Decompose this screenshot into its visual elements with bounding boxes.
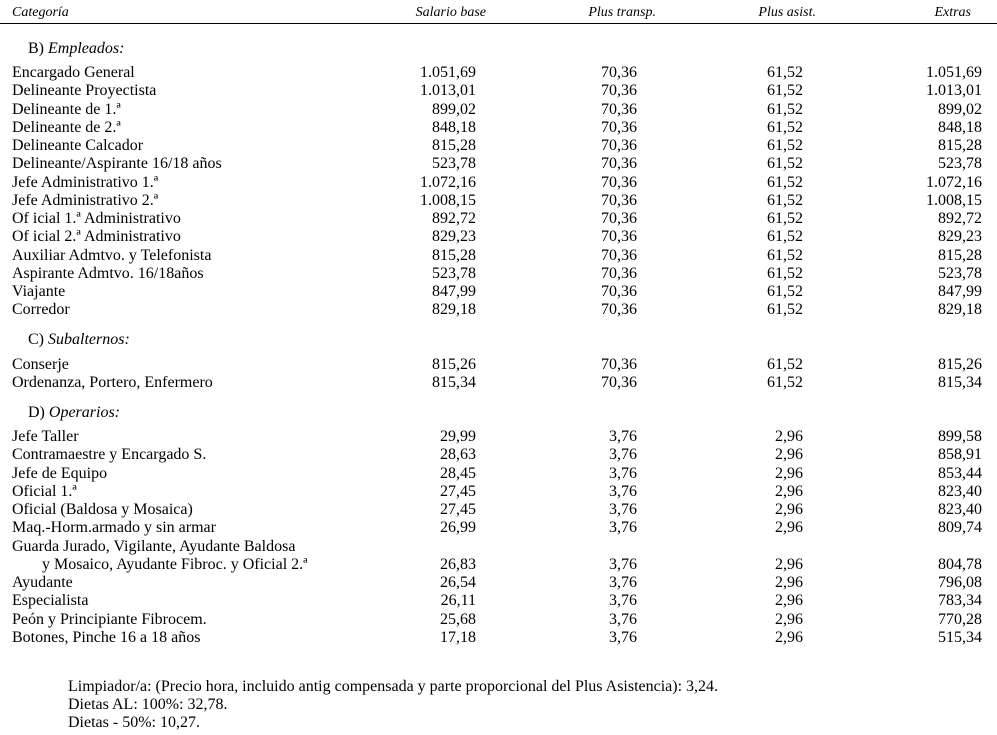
- row-category-name: Ayudante: [12, 574, 73, 591]
- table-header: [0, 3, 997, 24]
- row-salario-base: 28,63: [440, 446, 476, 464]
- table-row: [0, 519, 997, 537]
- row-plus-asist: 2,96: [775, 592, 803, 610]
- row-plus-transp: 70,36: [601, 100, 637, 118]
- row-category-name: Delineante de 1.ª: [12, 100, 121, 118]
- row-extras: 523,78: [938, 264, 982, 282]
- row-salario-base: 25,68: [440, 610, 476, 628]
- row-extras: 1.008,15: [926, 191, 982, 209]
- row-salario-base: 26,99: [440, 519, 476, 537]
- row-plus-asist: 61,52: [767, 191, 803, 209]
- table-row: [0, 574, 997, 592]
- section-prefix: D): [28, 404, 45, 421]
- row-salario-base: 829,18: [432, 301, 476, 319]
- row-category-name: Delineante Proyectista: [12, 82, 157, 100]
- row-category-name: Of icial 1.ª Administrativo: [12, 210, 181, 227]
- table-row: [0, 538, 997, 574]
- row-extras: 815,28: [938, 137, 982, 154]
- row-extras: 1.072,16: [926, 173, 982, 191]
- row-salario-base: 1.008,15: [420, 191, 476, 209]
- row-plus-asist: 2,96: [775, 519, 803, 537]
- row-extras: 847,99: [938, 283, 982, 300]
- row-plus-transp: 3,76: [609, 446, 637, 464]
- section-label: Empleados:: [48, 40, 125, 57]
- row-plus-transp: 3,76: [609, 501, 637, 518]
- row-salario-base: 847,99: [432, 283, 476, 300]
- header-categoria: Categoría: [12, 5, 69, 20]
- row-plus-asist: 2,96: [775, 482, 803, 500]
- row-category-name: Auxiliar Admtvo. y Telefonista: [12, 246, 212, 264]
- row-plus-asist: 61,52: [767, 137, 803, 154]
- row-plus-transp: 70,36: [601, 264, 637, 282]
- row-plus-asist: 61,52: [767, 246, 803, 264]
- row-category-name: Jefe de Equipo: [12, 464, 108, 482]
- row-extras: 829,18: [938, 301, 982, 319]
- row-plus-asist: 61,52: [767, 283, 803, 300]
- row-salario-base: 1.072,16: [420, 173, 476, 191]
- row-category-name: Delineante/Aspirante 16/18 años: [12, 155, 222, 173]
- table-row: [0, 629, 997, 647]
- row-salario-base: 28,45: [440, 464, 476, 482]
- row-extras: 829,23: [938, 228, 982, 246]
- row-salario-base: 815,26: [432, 356, 476, 373]
- row-plus-asist: 61,52: [767, 374, 803, 392]
- header-salario-base: Salario base: [415, 5, 486, 20]
- row-plus-asist: 61,52: [767, 356, 803, 373]
- row-plus-asist: 2,96: [775, 501, 803, 518]
- row-extras: 770,28: [938, 610, 982, 628]
- table-row: [0, 82, 997, 100]
- row-salario-base: 1.051,69: [420, 64, 476, 81]
- row-plus-asist: 2,96: [775, 446, 803, 464]
- row-salario-base: 29,99: [440, 428, 476, 445]
- row-plus-asist: 2,96: [775, 610, 803, 628]
- row-plus-asist: 61,52: [767, 301, 803, 319]
- row-category-name: Corredor: [12, 301, 70, 319]
- table-row: [0, 446, 997, 464]
- row-plus-asist: 61,52: [767, 82, 803, 100]
- row-plus-asist: 2,96: [775, 555, 803, 573]
- row-plus-asist: 61,52: [767, 118, 803, 136]
- table-row: [0, 64, 997, 82]
- row-salario-base: 17,18: [440, 628, 476, 646]
- table-row: [0, 592, 997, 610]
- footnote-limpiador: Limpiador/a: (Precio hora, incluido antig compensada y parte proporcional del Plus Asistencia): 3,24.: [68, 678, 719, 695]
- header-extras: Extras: [934, 5, 971, 20]
- row-category-name: Delineante Calcador: [12, 137, 144, 154]
- row-extras: 1.013,01: [926, 82, 982, 100]
- row-plus-transp: 70,36: [601, 283, 637, 300]
- row-category-name: [12, 538, 308, 574]
- row-plus-transp: 3,76: [609, 428, 637, 445]
- row-category-name: Oficial (Baldosa y Mosaica): [12, 501, 193, 518]
- row-plus-asist: 2,96: [775, 428, 803, 445]
- table-row: [0, 137, 997, 155]
- row-category-name: Jefe Taller: [12, 428, 79, 445]
- table-row: [0, 101, 997, 119]
- row-extras: 796,08: [938, 574, 982, 591]
- row-plus-transp: 70,36: [601, 356, 637, 373]
- row-plus-asist: 61,52: [767, 210, 803, 227]
- row-category-name: Contramaestre y Encargado S.: [12, 446, 207, 464]
- row-plus-transp: 3,76: [609, 574, 637, 591]
- row-category-name: Viajante: [12, 283, 66, 300]
- row-plus-transp: 70,36: [601, 155, 637, 173]
- row-extras: 815,26: [938, 356, 982, 373]
- row-plus-transp: 3,76: [609, 628, 637, 646]
- section-label: Subalternos:: [48, 331, 130, 348]
- row-plus-asist: 61,52: [767, 100, 803, 118]
- table-row: [0, 174, 997, 192]
- row-category-name: Oficial 1.ª: [12, 482, 77, 500]
- section-prefix: C): [28, 331, 44, 348]
- row-salario-base: 815,28: [432, 137, 476, 154]
- row-plus-transp: 70,36: [601, 246, 637, 264]
- table-row: [0, 265, 997, 283]
- row-category-name: Encargado General: [12, 64, 135, 81]
- row-extras: 892,72: [938, 210, 982, 227]
- table-row: [0, 119, 997, 137]
- row-salario-base: 27,45: [440, 482, 476, 500]
- table-row: [0, 356, 997, 374]
- row-plus-transp: 70,36: [601, 301, 637, 319]
- table-row: [0, 155, 997, 173]
- section-label: Operarios:: [48, 404, 120, 421]
- table-row: [0, 210, 997, 228]
- row-extras: 858,91: [938, 446, 982, 464]
- row-plus-asist: 61,52: [767, 155, 803, 173]
- row-salario-base: 26,54: [440, 574, 476, 591]
- row-plus-transp: 3,76: [609, 519, 637, 537]
- row-salario-base: 523,78: [432, 155, 476, 173]
- row-salario-base: 899,02: [432, 100, 476, 118]
- table-row: [0, 374, 997, 392]
- row-plus-transp: 3,76: [609, 482, 637, 500]
- section-operarios-title: [28, 404, 120, 422]
- row-extras: 815,28: [938, 246, 982, 264]
- row-extras: 783,34: [938, 592, 982, 610]
- row-category-name: Ordenanza, Portero, Enfermero: [12, 374, 213, 392]
- row-category-name-line2: y Mosaico, Ayudante Fibroc. y Oficial 2.ª: [42, 555, 308, 573]
- row-plus-asist: 61,52: [767, 264, 803, 282]
- row-plus-transp: 70,36: [601, 210, 637, 227]
- table-row: [0, 283, 997, 301]
- row-plus-transp: 70,36: [601, 118, 637, 136]
- row-plus-transp: 70,36: [601, 82, 637, 100]
- row-plus-asist: 2,96: [775, 464, 803, 482]
- row-category-name: Botones, Pinche 16 a 18 años: [12, 628, 201, 646]
- row-plus-transp: 70,36: [601, 173, 637, 191]
- row-salario-base: 892,72: [432, 210, 476, 227]
- header-plus-asist: Plus asist.: [758, 5, 816, 20]
- table-row: [0, 501, 997, 519]
- footnote-dietas-50: Dietas - 50%: 10,27.: [68, 714, 200, 731]
- footnote-dietas-100: Dietas AL: 100%: 32,78.: [68, 696, 228, 713]
- row-category-name: Aspirante Admtvo. 16/18años: [12, 264, 204, 282]
- row-category-name: Jefe Administrativo 1.ª: [12, 173, 159, 191]
- row-extras: 804,78: [938, 555, 982, 573]
- row-plus-transp: 70,36: [601, 191, 637, 209]
- row-salario-base: 815,28: [432, 246, 476, 264]
- row-extras: 823,40: [938, 482, 982, 500]
- row-category-name: Jefe Administrativo 2.ª: [12, 191, 159, 209]
- section-subalternos-title: [28, 331, 130, 349]
- row-extras: 823,40: [938, 501, 982, 518]
- row-plus-asist: 61,52: [767, 64, 803, 81]
- row-extras: 853,44: [938, 464, 982, 482]
- row-plus-asist: 61,52: [767, 173, 803, 191]
- row-plus-asist: 2,96: [775, 628, 803, 646]
- table-row: [0, 228, 997, 246]
- row-salario-base: 829,23: [432, 228, 476, 246]
- row-category-name: Maq.-Horm.armado y sin armar: [12, 519, 216, 537]
- table-row: [0, 483, 997, 501]
- row-extras: 515,34: [938, 628, 982, 646]
- row-salario-base: 848,18: [432, 118, 476, 136]
- row-plus-transp: 3,76: [609, 464, 637, 482]
- header-plus-transp: Plus transp.: [588, 5, 656, 20]
- row-category-name: Conserje: [12, 356, 69, 373]
- row-plus-asist: 61,52: [767, 228, 803, 246]
- row-salario-base: 1.013,01: [420, 82, 476, 100]
- row-category-name: Delineante de 2.ª: [12, 118, 121, 136]
- table-row: [0, 465, 997, 483]
- row-category-name: Peón y Principiante Fibrocem.: [12, 610, 207, 628]
- row-plus-transp: 70,36: [601, 228, 637, 246]
- row-extras: 899,02: [938, 100, 982, 118]
- row-plus-transp: 3,76: [609, 555, 637, 573]
- row-plus-asist: 2,96: [775, 574, 803, 591]
- row-category-name: Especialista: [12, 592, 89, 610]
- row-plus-transp: 70,36: [601, 137, 637, 154]
- table-row: [0, 247, 997, 265]
- row-extras: 1.051,69: [926, 64, 982, 81]
- row-extras: 815,34: [938, 374, 982, 392]
- row-plus-transp: 70,36: [601, 374, 637, 392]
- row-salario-base: 26,11: [440, 592, 476, 610]
- row-salario-base: 523,78: [432, 264, 476, 282]
- section-prefix: B): [28, 40, 44, 57]
- row-extras: 848,18: [938, 118, 982, 136]
- row-plus-transp: 3,76: [609, 592, 637, 610]
- table-row: [0, 192, 997, 210]
- row-plus-transp: 70,36: [601, 64, 637, 81]
- row-extras: 809,74: [938, 519, 982, 537]
- row-plus-transp: 3,76: [609, 610, 637, 628]
- row-salario-base: 26,83: [440, 555, 476, 573]
- row-extras: 899,58: [938, 428, 982, 445]
- table-row: [0, 301, 997, 319]
- section-empleados-title: [28, 40, 124, 58]
- row-salario-base: 27,45: [440, 501, 476, 518]
- row-category-name-line1: Guarda Jurado, Vigilante, Ayudante Baldosa: [12, 537, 296, 555]
- row-extras: 523,78: [938, 155, 982, 173]
- table-row: [0, 428, 997, 446]
- row-salario-base: 815,34: [432, 374, 476, 392]
- row-category-name: Of icial 2.ª Administrativo: [12, 228, 181, 246]
- table-row: [0, 611, 997, 629]
